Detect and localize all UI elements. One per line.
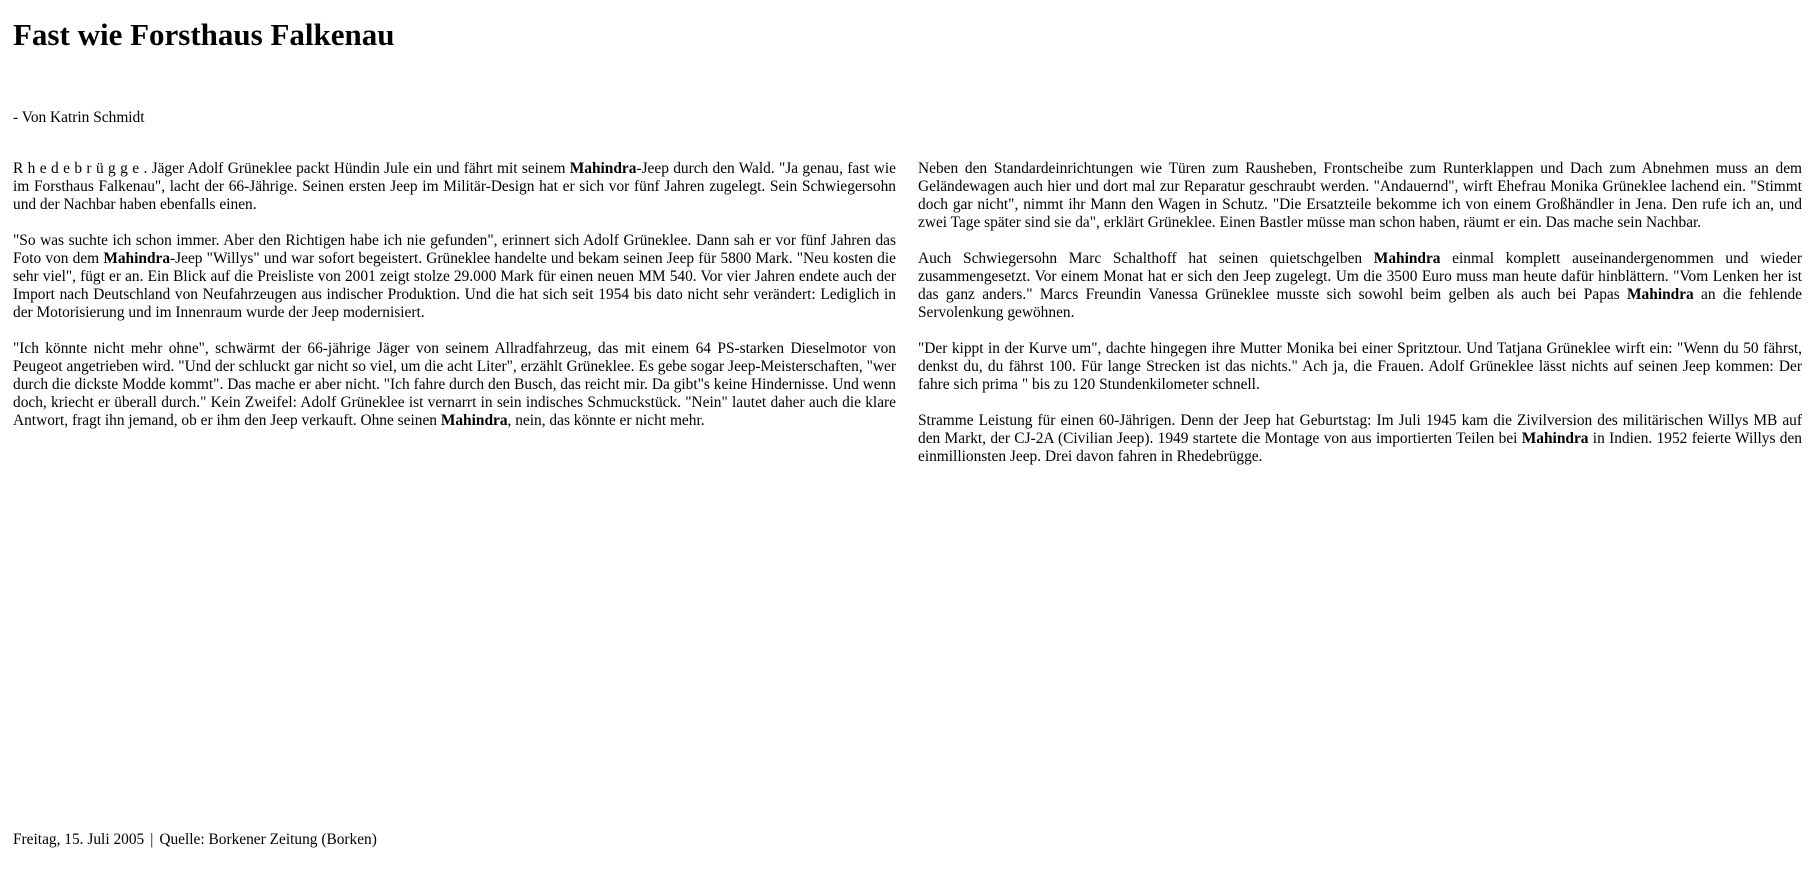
- paragraph: [13, 232, 896, 322]
- publication-date: Freitag, 15. Juli 2005: [13, 831, 145, 848]
- text-run: Stramme Leistung für einen 60-Jährigen. Denn der Jeep hat Geburtstag: Im Juli 1945 kam die Zivilversion des militärischen Willys MB auf den Markt, der CJ-2A (Civilian Jeep). 1949 startete die Montage von aus importierten Teilen bei: [918, 412, 1802, 447]
- brand-name: Mahindra: [1627, 286, 1694, 303]
- paragraph: [13, 340, 896, 430]
- brand-name: Mahindra: [103, 250, 171, 267]
- text-run: Auch Schwiegersohn Marc Schalthoff hat seinen quietschgelben: [918, 250, 1374, 267]
- brand-name: Mahindra: [1521, 430, 1589, 447]
- text-run: -Jeep durch den Wald. "Ja genau, fast wie im Forsthaus Falkenau", lacht der 66-Jährige. Seinen ersten Jeep im Militär-Design hat er sich vor fünf Jahren zugelegt. Sein Schwiegersohn und der Nachbar haben ebenfalls einen.: [13, 160, 896, 213]
- text-run: , nein, das könnte er nicht mehr.: [507, 412, 705, 429]
- text-run: Neben den Standardeinrichtungen wie Türen zum Rausheben, Frontscheibe zum Runterklappen und Dach zum Abnehmen muss an dem Geländewagen auch hier und dort mal zur Reparatur geschraubt werden. "Andauernd", wirft Ehefrau Monika Grüneklee lachend ein. "Stimmt doch gar nicht", nimmt ihr Mann den Wagen in Schutz. "Die Ersatzteile bekomme ich von einem Großhändler in Jena. Den rufe ich an, und zwei Tage später sind sie da", erklärt Grüneklee. Einen Bastler müsse man schon haben, räumt er ein. Das mache sein Nachbar.: [918, 160, 1802, 231]
- paragraph: [13, 160, 896, 214]
- text-run: "So was suchte ich schon immer. Aber den Richtigen habe ich nie gefunden", erinnert sich Adolf Grüneklee. Dann sah er vor fünf Jahren das Foto von dem: [13, 232, 896, 267]
- brand-name: Mahindra: [440, 412, 508, 429]
- brand-name: Mahindra: [1373, 250, 1441, 267]
- paragraph: [918, 250, 1802, 322]
- text-run: einmal komplett auseinandergenommen und wieder zusammengesetzt. Vor einem Monat hat er sich den Jeep zugelegt. Um die 3500 Euro muss man heute dafür hinblättern. "Vom Lenken her ist das ganz anders." Marcs Freundin Vanessa Grüneklee musste sich sowohl beim gelben als auch bei Papas: [918, 250, 1803, 303]
- footer-separator: |: [150, 831, 154, 848]
- article-column-right: [918, 160, 1802, 484]
- paragraph: [918, 340, 1802, 394]
- article-column-left: [13, 160, 896, 448]
- text-run: in Indien. 1952 feierte Willys den einmillionsten Jeep. Drei davon fahren in Rhedebrügge.: [918, 430, 1803, 465]
- paragraph: [918, 412, 1802, 466]
- article-footer: [13, 830, 377, 850]
- text-run: an die fehlende Servolenkung gewöhnen.: [918, 286, 1802, 321]
- text-run: . Jäger Adolf Grüneklee packt Hündin Jule ein und fährt mit seinem: [143, 160, 570, 177]
- text-run: -Jeep "Willys" und war sofort begeistert. Grüneklee handelte und bekam seinen Jeep für 5800 Mark. "Neu kosten die sehr viel", fügt er an. Ein Blick auf die Preisliste von 2001 zeigt stolze 29.000 Mark für einen neuen MM 540. Vor vier Jahren endete auch der Import nach Deutschland von Neufahrzeugen aus indischer Produktion. Und die hat sich seit 1954 bis dato nicht sehr verändert: Lediglich in der Motorisierung und im Innenraum wurde der Jeep modernisiert.: [13, 250, 896, 321]
- brand-name: Mahindra: [569, 160, 637, 177]
- text-run: "Ich könnte nicht mehr ohne", schwärmt der 66-jährige Jäger von seinem Allradfahrzeug, das mit einem 64 PS-starken Dieselmotor von Peugeot angetrieben wird. "Und der schluckt gar nicht so viel, um die acht Liter", erzählt Grüneklee. Es gebe sogar Jeep-Meisterschaften, "wer durch die dickste Modde kommt". Das mache er aber nicht. "Ich fahre durch den Busch, das reicht mir. Da gibt"s keine Hindernisse. Und wenn doch, kriecht er überall durch." Kein Zweifel: Adolf Grüneklee ist vernarrt in sein indisches Schmuckstück. "Nein" lautet daher auch die klare Antwort, fragt ihn jemand, ob er ihm den Jeep verkauft. Ohne seinen: [13, 340, 896, 429]
- paragraph: [918, 160, 1802, 232]
- source-credit: Quelle: Borkener Zeitung (Borken): [159, 831, 377, 848]
- dateline: Rhedebrügge: [13, 160, 144, 177]
- text-run: "Der kippt in der Kurve um", dachte hingegen ihre Mutter Monika bei einer Spritztour. Und Tatjana Grüneklee wirft ein: "Wenn du 50 fährst, denkst du, du fährst 100. Für lange Strecken ist das nichts." Ach ja, die Frauen. Adolf Grüneklee lässt nichts auf seinen Jeep kommen: Der fahre sich prima " bis zu 120 Stundenkilometer schnell.: [918, 340, 1802, 393]
- article-title: Fast wie Forsthaus Falkenau: [13, 17, 395, 52]
- byline: - Von Katrin Schmidt: [13, 109, 145, 126]
